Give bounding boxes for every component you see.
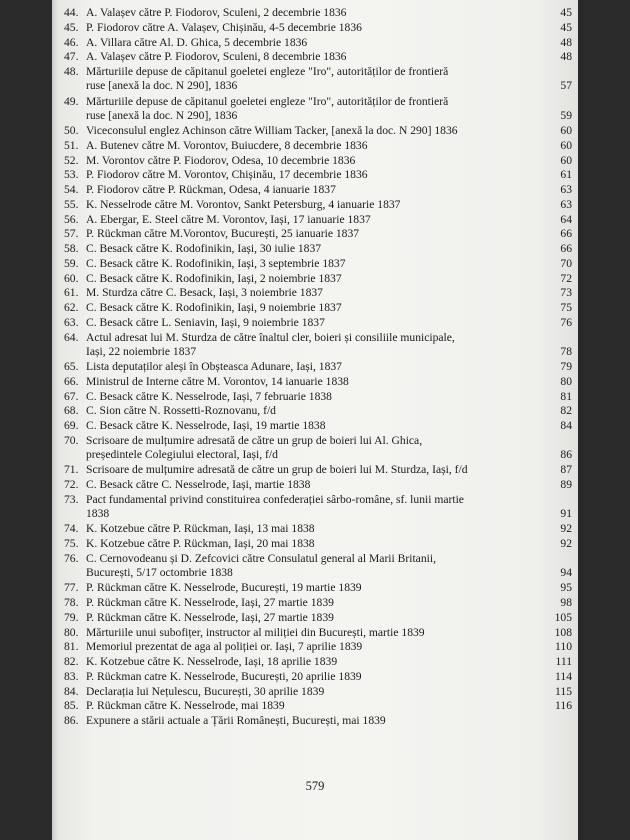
toc-entry-title [86, 6, 346, 20]
toc-entry-title [86, 404, 276, 418]
toc-entry-title-line: C. Besack către K. Rodofinikin, Iași, 30 iulie 1837 [86, 242, 322, 255]
toc-entry-title-line: P. Rückman către M.Vorontov, București, 25 ianuarie 1837 [86, 227, 360, 241]
toc-entry-title [86, 685, 324, 699]
toc-entry-title-line: P. Rückman către K. Nesselrode, Iași, 27 martie 1839 [86, 596, 334, 609]
toc-entry-title [86, 655, 337, 669]
toc-entry-page: 78 [560, 344, 572, 358]
toc-entry-title-line: P. Fiodorov către A. Valașev, Chișinău, 4-5 decembrie 1836 [86, 20, 362, 34]
toc-entry-title-line: A. Butenev către M. Vorontov, Buiucdere, 8 decembrie 1836 [86, 138, 368, 152]
toc-entry-title-line: Declarația lui Nețulescu, București, 30 aprilie 1839 [86, 684, 325, 698]
toc-entry-number: 80. [64, 625, 79, 639]
toc-entry-title-line: M. Vorontov către P. Fiodorov, Odesa, 10 decembrie 1836 [86, 153, 356, 167]
toc-entry-page: 73 [560, 286, 572, 300]
toc-entry-title [86, 522, 315, 536]
toc-entry-title [86, 154, 355, 168]
toc-entry-title [86, 139, 368, 153]
toc-entry-title [86, 227, 359, 241]
toc-entry-number: 61. [64, 286, 79, 300]
toc-entry-title [86, 95, 448, 123]
toc-entry-title-line: C. Besack către K. Nesselrode, Iași, 19 martie 1838 [86, 419, 326, 432]
toc-entry-page: 63 [560, 197, 572, 211]
toc-entry-title [86, 640, 362, 654]
toc-entry-title [86, 478, 310, 492]
toc-entry-number: 65. [64, 360, 79, 373]
toc-entry-number: 79. [64, 610, 79, 624]
toc-entry-page: 48 [560, 35, 572, 49]
toc-entry-number: 85. [64, 699, 79, 713]
toc-entry-title [86, 242, 321, 256]
toc-entry-page: 66 [560, 227, 572, 241]
toc-entry-number: 57. [64, 227, 79, 241]
toc-entry-title [86, 316, 325, 330]
toc-entry-number: 72. [64, 478, 79, 491]
toc-entry-page: 89 [560, 478, 572, 491]
toc-entry-title [86, 286, 323, 300]
toc-entry-title-line: K. Kotzebue către P. Rückman, Iași, 13 mai 1838 [86, 522, 315, 536]
toc-entry-title-line: C. Cernovodeanu și D. Zefcovici către Consulatul general al Marii Britanii, [86, 551, 436, 565]
toc-entry-page: 80 [560, 374, 572, 388]
toc-entry-title-line: K. Kotzebue către P. Rückman, Iași, 20 mai 1838 [86, 537, 315, 550]
toc-entry-title-line: C. Besack către K. Rodofinikin, Iași, 2 noiembrie 1837 [86, 271, 342, 285]
toc-entry-number: 66. [64, 374, 79, 388]
toc-entry-page: 94 [560, 565, 572, 579]
toc-entry-number: 63. [64, 315, 79, 329]
toc-entry-number: 84. [64, 684, 79, 698]
toc-entry-title [86, 360, 342, 374]
toc-entry-title-continuation: ruse [anexă la doc. N 290], 1836 [86, 108, 238, 122]
toc-entry-title-line: C. Sion către N. Rossetti-Roznovanu, f/d [86, 404, 276, 418]
page-gutter-shadow [52, 0, 58, 840]
toc-entry-page: 48 [560, 50, 572, 64]
toc-entry-number: 86. [64, 714, 79, 727]
toc-entry-number: 70. [64, 433, 79, 447]
toc-entry-title [86, 183, 336, 197]
toc-entry-title-line: K. Nesselrode către M. Vorontov, Sankt Petersburg, 4 ianuarie 1837 [86, 197, 401, 211]
toc-entry-title-line: P. Rückman catre K. Nesselrode, București, 20 aprilie 1839 [86, 669, 362, 683]
toc-entry-title [86, 714, 386, 728]
toc-entry-title [86, 596, 334, 610]
toc-entry-page: 95 [560, 581, 572, 595]
toc-entry-title-continuation: președintele Colegiului electoral, Iași, f/d [86, 447, 278, 461]
toc-entry-title-line: C. Besack către K. Rodofinikin, Iași, 9 noiembrie 1837 [86, 301, 342, 314]
toc-entry-number: 77. [64, 581, 79, 595]
toc-entry-title-line: Scrisoare de mulțumire adresată de către un grup de boieri lui Al. Ghica, [86, 433, 423, 447]
toc-entry-title [86, 463, 468, 477]
toc-entry-page: 45 [560, 6, 572, 19]
toc-entry-page: 64 [560, 212, 572, 226]
toc-entry-number: 58. [64, 242, 79, 255]
toc-entry-title-line: Mărturiile unui subofițer, instructor al miliției din București, martie 1839 [86, 625, 425, 639]
toc-entry-title [86, 213, 371, 227]
toc-entry-page: 63 [560, 183, 572, 196]
toc-entry-title-line: C. Besack către L. Seniavin, Iași, 9 noiembrie 1837 [86, 315, 325, 329]
toc-entry-title [86, 50, 346, 64]
toc-entry-page: 45 [560, 20, 572, 34]
toc-entry-title [86, 198, 400, 212]
toc-entry-title [86, 419, 326, 433]
toc-entry-title-line: Memoriul prezentat de aga al poliției or. Iași, 7 aprilie 1839 [86, 640, 363, 654]
toc-entry-title-line: Scrisoare de mulțumire adresată de către un grup de boieri lui M. Sturdza, Iași, f/d [86, 463, 468, 477]
toc-entry-title [86, 36, 307, 50]
toc-entry-title-line: P. Fiodorov către M. Vorontov, Chișinău, 17 decembrie 1836 [86, 168, 368, 182]
toc-entry-title [86, 168, 368, 182]
toc-entry-title [86, 552, 436, 580]
toc-entry-number: 52. [64, 153, 79, 167]
toc-entry-title [86, 272, 342, 286]
toc-entry-page: 92 [560, 522, 572, 536]
toc-entry-number: 73. [64, 492, 79, 506]
toc-entry-title-line: Expunere a stării actuale a Țării Românești, București, mai 1839 [86, 714, 386, 727]
toc-entry-title-line: M. Sturdza către C. Besack, Iași, 3 noiembrie 1837 [86, 286, 323, 300]
toc-entry-title [86, 537, 315, 551]
toc-entry-title [86, 493, 464, 521]
toc-entry-title-line: C. Besack către K. Rodofinikin, Iași, 3 septembrie 1837 [86, 256, 346, 270]
toc-entry-number: 62. [64, 301, 79, 314]
toc-entry-page: 110 [555, 640, 572, 654]
toc-entry-page: 61 [560, 168, 572, 182]
toc-entry-title-line: C. Besack către C. Nesselrode, Iași, martie 1838 [86, 478, 311, 491]
toc-entry-number: 69. [64, 419, 79, 432]
toc-entry-title [86, 21, 362, 35]
toc-entry-page: 81 [560, 389, 572, 403]
toc-entry-page: 115 [555, 684, 572, 698]
toc-entry-title [86, 124, 458, 138]
toc-entry-title-line: A. Valașev către P. Fiodorov, Sculeni, 8 decembrie 1836 [86, 50, 347, 64]
toc-entry-number: 47. [64, 50, 79, 64]
toc-entry-title [86, 434, 422, 462]
toc-entry-page: 79 [560, 360, 572, 373]
toc-entry-title-line: A. Valașev către P. Fiodorov, Sculeni, 2 decembrie 1836 [86, 6, 347, 19]
toc-entry-number: 45. [64, 20, 79, 34]
toc-entry-title-line: P. Rückman către K. Nesselrode, mai 1839 [86, 699, 285, 713]
toc-entry-title-line: C. Besack către K. Nesselrode, Iași, 7 februarie 1838 [86, 389, 332, 403]
toc-entry-page: 87 [560, 463, 572, 477]
toc-entry-number: 76. [64, 551, 79, 565]
toc-entry-page: 60 [560, 124, 572, 137]
toc-entry-title-continuation: ruse [anexă la doc. N 290], 1836 [86, 79, 238, 92]
toc-entry-page: 75 [560, 301, 572, 314]
toc-entry-page: 66 [560, 242, 572, 255]
toc-entry-title [86, 257, 346, 271]
toc-entry-title-line: Viceconsulul englez Achinson către William Tacker, [anexă la doc. N 290] 1836 [86, 124, 458, 137]
toc-entry-page: 116 [555, 699, 572, 713]
toc-entry-title-line: Mărturiile depuse de căpitanul goeletei engleze "Iro", autorităților de frontieră [86, 94, 449, 108]
toc-entry-number: 81. [64, 640, 79, 654]
toc-entry-title [86, 670, 362, 684]
toc-entry-number: 82. [64, 655, 79, 668]
toc-entry-page: 86 [560, 447, 572, 461]
toc-entry-title-continuation: 1838 [86, 506, 110, 520]
toc-entry-number: 67. [64, 389, 79, 403]
toc-entry-number: 60. [64, 271, 79, 285]
toc-entry-number: 44. [64, 6, 79, 19]
toc-entry-title-line: P. Rückman către K. Nesselrode, București, 19 martie 1839 [86, 581, 362, 595]
toc-entry-number: 56. [64, 212, 79, 226]
book-page [52, 0, 578, 840]
toc-entry-number: 64. [64, 330, 79, 344]
toc-entry-title [86, 699, 285, 713]
toc-entry-title-line: Ministrul de Interne către M. Vorontov, 14 ianuarie 1838 [86, 374, 349, 388]
toc-entry-page: 57 [560, 79, 572, 92]
toc-entry-page: 91 [560, 506, 572, 520]
toc-entry-number: 71. [64, 463, 79, 477]
toc-entry-title [86, 375, 349, 389]
toc-entry-page: 72 [560, 271, 572, 285]
toc-entry-number: 78. [64, 596, 79, 609]
toc-entry-number: 75. [64, 537, 79, 550]
toc-entry-page: 105 [554, 610, 572, 624]
toc-entry-page: 76 [560, 315, 572, 329]
toc-entry-page: 70 [560, 256, 572, 270]
toc-entry-title [86, 581, 362, 595]
toc-entry-title-line: Pact fundamental privind constituirea confederației sârbo-române, sf. lunii martie [86, 492, 464, 506]
toc-entry-number: 53. [64, 168, 79, 182]
toc-entry-title [86, 301, 342, 315]
toc-entry-title [86, 626, 425, 640]
toc-entry-number: 49. [64, 94, 79, 108]
toc-entry-number: 68. [64, 404, 79, 418]
toc-entry-number: 74. [64, 522, 79, 536]
toc-entry-page: 92 [560, 537, 572, 550]
toc-entry-title-line: Actul adresat lui M. Sturdza de către înaltul cler, boieri și consiliile municipale, [86, 330, 455, 344]
toc-entry-number: 50. [64, 124, 79, 137]
toc-entry-title [86, 390, 332, 404]
toc-entry-title-line: K. Kotzebue către K. Nesselrode, Iași, 18 aprilie 1839 [86, 655, 338, 668]
toc-entry-number: 48. [64, 65, 79, 78]
toc-entry-title-line: A. Ebergar, E. Steel către M. Vorontov, Iași, 17 ianuarie 1837 [86, 212, 371, 226]
toc-entry-title [86, 331, 455, 359]
toc-entry-title-continuation: București, 5/17 octombrie 1838 [86, 565, 233, 579]
toc-entry-number: 51. [64, 138, 79, 152]
toc-entry-page: 84 [560, 419, 572, 432]
toc-entry-number: 54. [64, 183, 79, 196]
toc-entry-number: 83. [64, 669, 79, 683]
toc-entry-page: 98 [560, 596, 572, 609]
toc-entry-title-line: A. Villara către Al. D. Ghica, 5 decembrie 1836 [86, 35, 308, 49]
toc-entry-page: 59 [560, 108, 572, 122]
toc-entry-title [86, 611, 334, 625]
toc-entry-page: 60 [560, 153, 572, 167]
page-number: 579 [305, 779, 325, 793]
toc-entry-number: 46. [64, 35, 79, 49]
toc-entry-number: 55. [64, 197, 79, 211]
toc-entry-page: 108 [554, 625, 572, 639]
toc-entry-title-line: Mărturiile depuse de căpitanul goeletei engleze "Iro", autorităților de frontieră [86, 65, 449, 78]
toc-entry-page: 114 [555, 669, 572, 683]
toc-entry-title-continuation: Iași, 22 noiembrie 1837 [86, 344, 197, 358]
toc-entry-number: 59. [64, 256, 79, 270]
toc-entry-title-line: P. Rückman către K. Nesselrode, Iași, 27 martie 1839 [86, 610, 334, 624]
toc-entry-page: 111 [555, 655, 572, 668]
toc-entry-title-line: P. Fiodorov către P. Rückman, Odesa, 4 ianuarie 1837 [86, 183, 336, 196]
toc-entry-title [86, 65, 448, 93]
toc-entry-page: 82 [560, 404, 572, 418]
toc-entry-title-line: Lista deputaților aleși în Obșteasca Adunare, Iași, 1837 [86, 360, 342, 373]
toc-entry-page: 60 [560, 138, 572, 152]
